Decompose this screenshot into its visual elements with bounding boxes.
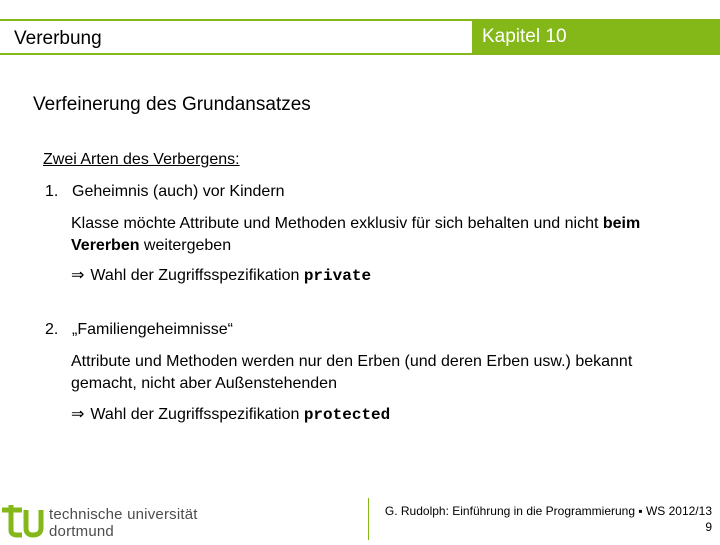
logo-line-2: dortmund [49,523,114,540]
list-item-2-implication [71,404,390,424]
list-item-1-description [71,213,671,257]
implies-arrow-icon: ⇒ [71,267,85,284]
list-item-1-implication [71,265,371,285]
section-title: Vererbung [14,28,102,49]
tu-logo-icon [0,502,46,540]
logo-line-1: technische universität [49,506,198,523]
implies-text: Wahl der Zugriffsspezifikation [90,406,304,423]
list-item-1 [45,183,285,201]
chapter-header-bar [0,19,472,55]
list-item-label: Geheimnis (auch) vor Kindern [72,183,285,200]
list-item-number: 1. [45,183,59,200]
implies-text: Wahl der Zugriffsspezifikation [90,267,304,284]
description-text: Klasse möchte Attribute und Methoden exklusiv für sich behalten und nicht [71,215,603,232]
footer-divider [368,498,369,540]
slide-title: Verfeinerung des Grundansatzes [33,94,311,115]
page-number: 9 [705,520,712,534]
chapter-badge [472,19,720,55]
list-item-2-description: Attribute und Methoden werden nur den Erben (und deren Erben usw.) bekannt gemacht, nicht aber Außenstehenden [71,353,633,392]
chapter-label: Kapitel 10 [482,26,567,47]
slide-subtitle: Zwei Arten des Verbergens: [43,151,240,168]
description-emphasis: beim Vererben [71,215,641,254]
description-text-end: weitergeben [139,237,232,254]
citation-text: G. Rudolph: Einführung in die Programmierung ▪ WS 2012/13 [384,504,712,518]
footer-citation [385,503,712,535]
list-item-2 [45,321,233,339]
access-specifier-code: private [303,267,372,285]
university-logo [0,502,220,540]
list-item-label: „Familiengeheimnisse“ [72,321,233,338]
list-item-number: 2. [45,321,59,338]
access-specifier-code: protected [303,406,391,424]
implies-arrow-icon: ⇒ [71,406,85,423]
